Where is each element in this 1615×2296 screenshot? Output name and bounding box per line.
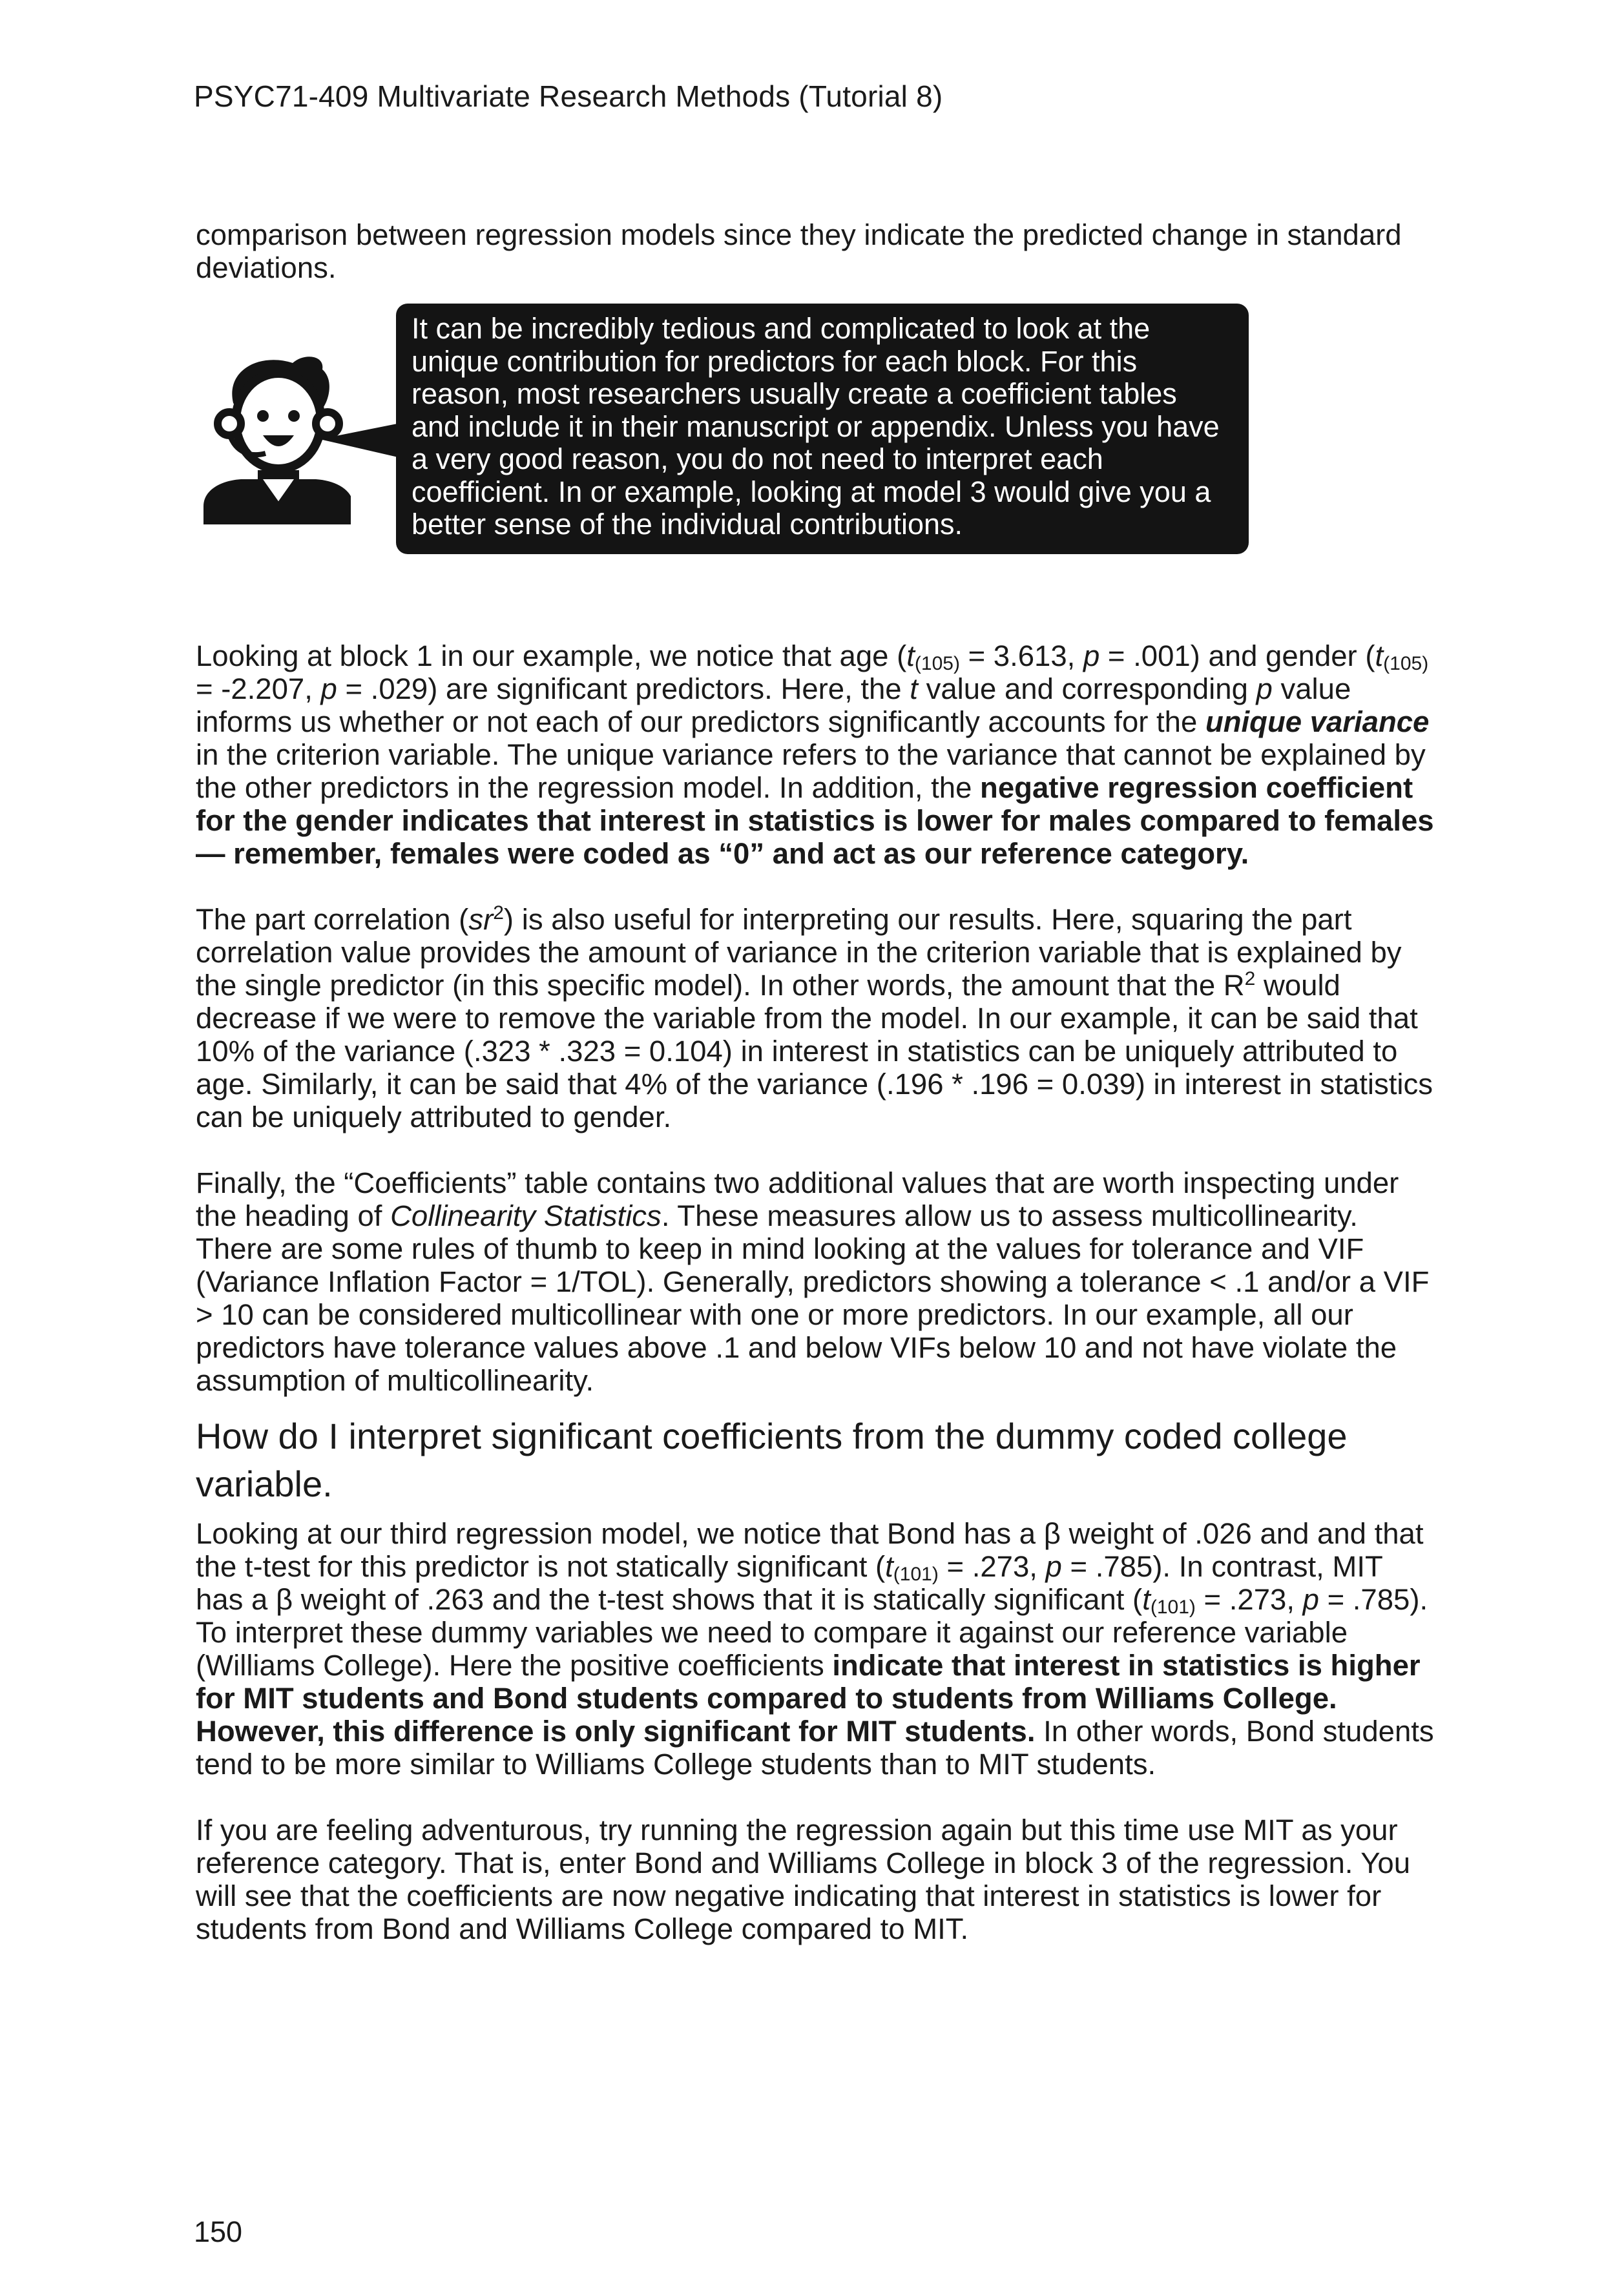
adventurous-paragraph: If you are feeling adventurous, try running the regression again but this time use MIT as your reference category. That is, enter Bond and Williams College in block 3 of the regression. You will see that the coefficients are now negative indicating that interest in statistics is lower for students from Bond and Williams College compared to MIT.	[196, 1814, 1411, 1945]
page-number: 150	[194, 2215, 243, 2248]
emphasis-college-finding: indicate that interest in statistics is higher for MIT students and Bond students compared to students from Williams College. However, this difference is only significant for MIT students.	[196, 1649, 1421, 1748]
callout-figure	[196, 304, 1436, 607]
callout-bubble	[396, 304, 1249, 554]
page-body	[196, 218, 1436, 1978]
callout-text: It can be incredibly tedious and complicated to look at the unique contribution for predictors for each block. For this reason, most researchers usually create a coefficient tables and include it in their manuscript or appendix. Unless you have a very good reason, you do not need to interpret each coefficient. In or example, looking at model 3 would give you a better sense of the individual contributions.	[412, 312, 1220, 541]
block1-paragraph: Looking at block 1 in our example, we notice that age ($t_{(105)} = 3.613$, p = .001) and gender ($t_{(105)} = -2.207$, p = .029) are significant predictors. Here, the t value and corresponding p value informs us whether or not each of our predictors significantly accounts for the unique variance in the criterion variable. The unique variance refers to the variance that cannot be explained by the other predictors in the regression model. In addition, the negative regression coefficient for the gender indicates that interest in statistics is lower for males compared to females — remember, females were coded as “0” and act as our reference category.	[196, 639, 1434, 870]
intro-paragraph: comparison between regression models since they indicate the predicted change in standard deviations.	[196, 218, 1402, 284]
running-header: PSYC71-409 Multivariate Research Methods (Tutorial 8)	[194, 79, 943, 113]
collinearity-paragraph: Finally, the “Coefficients” table contains two additional values that are worth inspecting under the heading of Collinearity Statistics. These measures allow us to assess multicollinearity. There are some rules of thumb to keep in mind looking at the values for tolerance and VIF (Variance Inflation Factor = 1/TOL). Generally, predictors showing a tolerance < .1 and/or a VIF > 10 can be considered multicollinear with one or more predictors. In our example, all our predictors have tolerance values above .1 and below VIFs below 10 and not have violate the assumption of multicollinearity.	[196, 1166, 1430, 1397]
speech-pointer	[320, 420, 404, 465]
emphasis-gender-finding: negative regression coefficient for the gender indicates that interest in statistics is lower for males compared to females — remember, females were coded as “0” and act as our reference category.	[196, 771, 1434, 870]
part-correlation-paragraph: The part correlation $(sr^2)$ is also useful for interpreting our results. Here, squaring the part correlation value provides the amount of variance in the criterion variable that is explained by the single predictor (in this specific model). In other words, the amount that the $R^2$ would decrease if we were to remove the variable from the model. In our example, it can be said that 10% of the variance (.323 * .323 = 0.104) in interest in statistics can be uniquely attributed to age. Similarly, it can be said that 4% of the variance (.196 * .196 = 0.039) in interest in statistics can be uniquely attributed to gender.	[196, 902, 1433, 1133]
emphasis-unique-variance: unique variance	[1205, 705, 1430, 738]
dummy-coding-paragraph: Looking at our third regression model, we notice that Bond has a β weight of .026 and and that the t-test for this predictor is not statically significant ($t_{(101)} = .273$, p = .785). In contrast, MIT has a β weight of .263 and the t-test shows that it is statically significant ($t_{(101)} = .273$, p = .785). To interpret these dummy variables we need to compare it against our reference variable (Williams College). Here the positive coefficients indicate that interest in statistics is higher for MIT students and Bond students compared to students from Williams College. However, this difference is only significant for MIT students. In other words, Bond students tend to be more similar to Williams College students than to MIT students.	[196, 1517, 1434, 1781]
section-heading: How do I interpret significant coefficients from the dummy coded college variable.	[196, 1416, 1348, 1504]
